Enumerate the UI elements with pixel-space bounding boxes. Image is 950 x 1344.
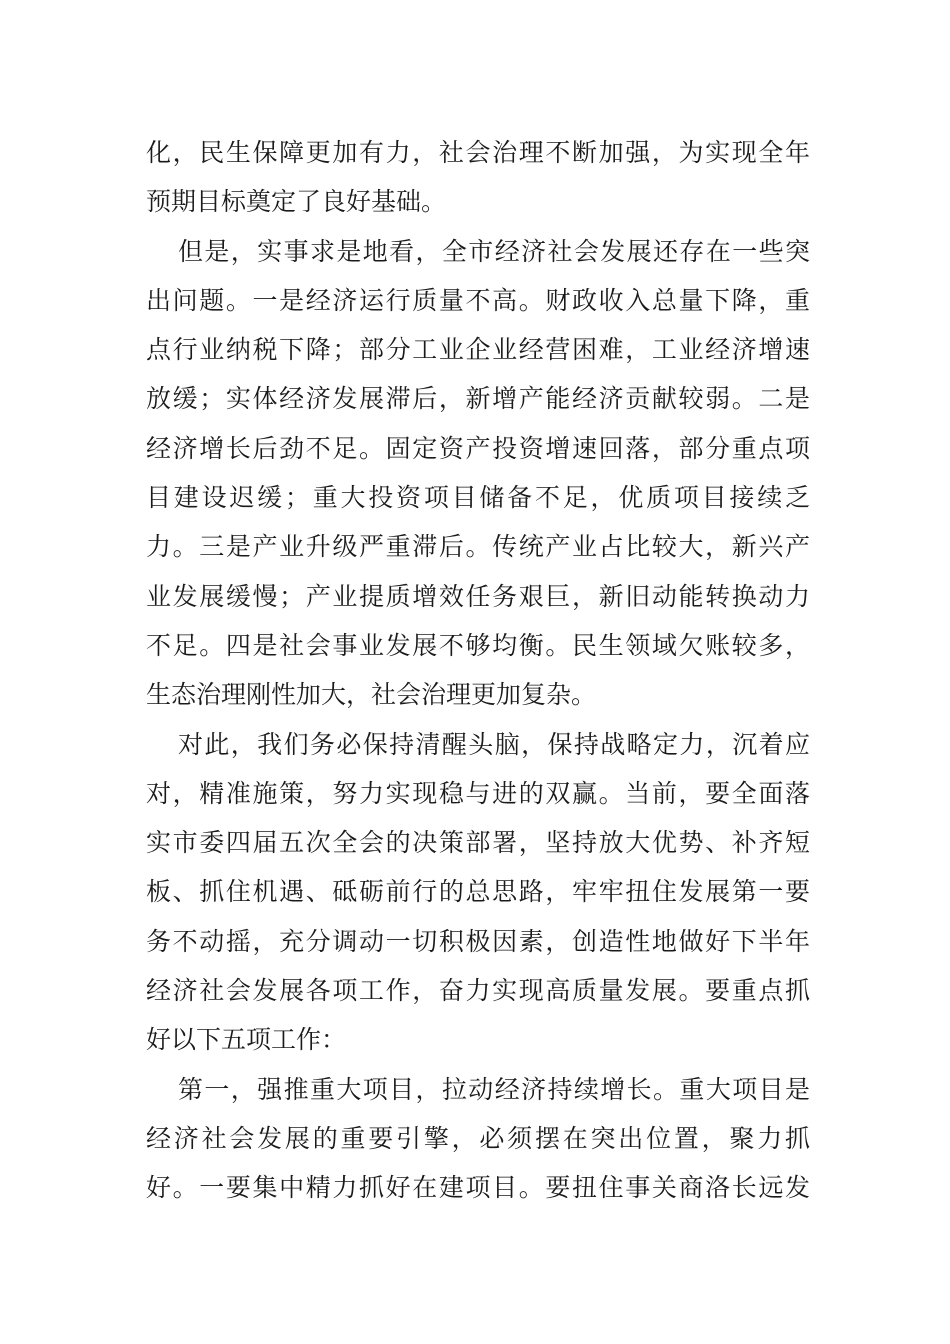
text-line: 目建设迟缓；重大投资项目储备不足，优质项目接续乏 xyxy=(146,483,810,513)
text-line: 业发展缓慢；产业提质增效任务艰巨，新旧动能转换动力 xyxy=(146,581,810,611)
text-line: 务不动摇，充分调动一切积极因素，创造性地做好下半年 xyxy=(146,926,810,956)
text-line: 好。一要集中精力抓好在建项目。要扭住事关商洛长远发 xyxy=(146,1173,810,1203)
text-line: 不足。四是社会事业发展不够均衡。民生领域欠账较多， xyxy=(146,630,810,660)
text-line: 第一，强推重大项目，拉动经济持续增长。重大项目是 xyxy=(178,1074,810,1104)
text-line: 板、抓住机遇、砥砺前行的总思路，牢牢扭住发展第一要 xyxy=(146,877,810,907)
text-line: 经济增长后劲不足。固定资产投资增速回落，部分重点项 xyxy=(146,433,810,463)
text-line: 实市委四届五次全会的决策部署，坚持放大优势、补齐短 xyxy=(146,828,810,858)
text-line: 放缓；实体经济发展滞后，新增产能经济贡献较弱。二是 xyxy=(146,384,810,414)
text-line: 经济社会发展的重要引擎，必须摆在突出位置，聚力抓 xyxy=(146,1123,810,1153)
body-text xyxy=(146,128,810,1213)
text-line: 对此，我们务必保持清醒头脑，保持战略定力，沉着应 xyxy=(178,729,810,759)
text-line: 预期目标奠定了良好基础。 xyxy=(146,187,447,217)
text-line: 出问题。一是经济运行质量不高。财政收入总量下降，重 xyxy=(146,285,810,315)
text-line: 化，民生保障更加有力，社会治理不断加强，为实现全年 xyxy=(146,138,810,167)
text-line: 经济社会发展各项工作，奋力实现高质量发展。要重点抓 xyxy=(146,976,810,1006)
text-line: 生态治理刚性加大，社会治理更加复杂。 xyxy=(146,680,597,710)
text-line: 点行业纳税下降；部分工业企业经营困难，工业经济增速 xyxy=(146,335,810,365)
text-line: 但是，实事求是地看，全市经济社会发展还存在一些突 xyxy=(178,236,810,266)
text-line: 好以下五项工作： xyxy=(146,1025,347,1055)
text-line: 力。三是产业升级严重滞后。传统产业占比较大，新兴产 xyxy=(146,532,810,562)
text-line: 对，精准施策，努力实现稳与进的双赢。当前，要全面落 xyxy=(146,778,810,808)
